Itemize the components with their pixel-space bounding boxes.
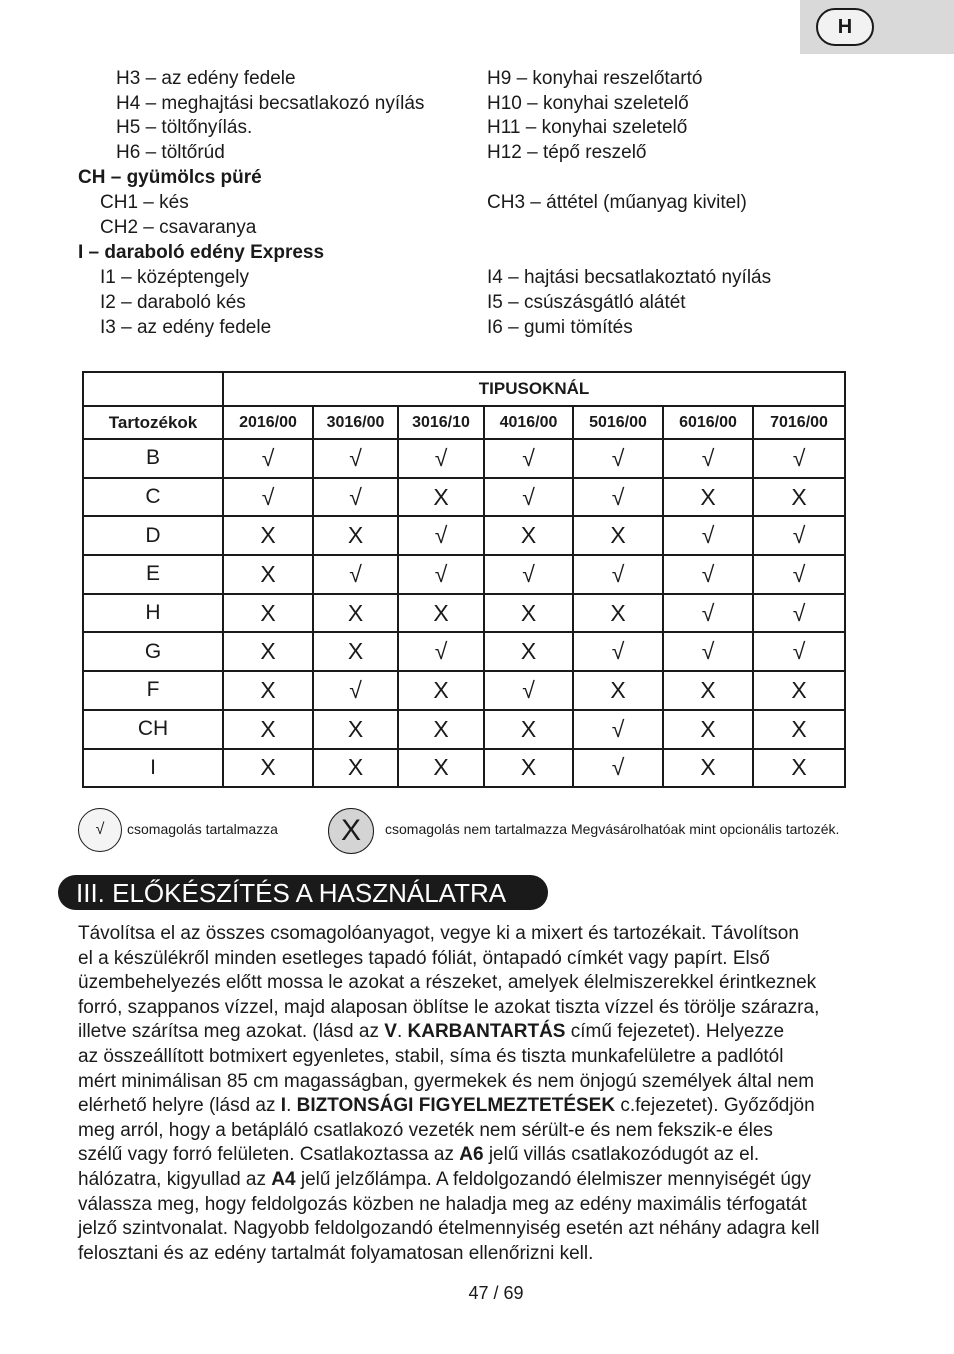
not-included-mark: X bbox=[753, 671, 845, 710]
not-included-mark: X bbox=[313, 749, 398, 788]
paragraph-line bbox=[78, 947, 888, 972]
part-item: CH2 – csavaranya bbox=[100, 217, 257, 238]
text-run: szélű vagy forró felületen. Csatlakoztassa az bbox=[78, 1144, 460, 1166]
included-mark: √ bbox=[398, 555, 484, 594]
accessory-label: E bbox=[83, 555, 223, 594]
not-included-mark: X bbox=[223, 594, 313, 633]
included-mark: √ bbox=[663, 594, 753, 633]
text-run: jelű villás csatlakozódugót az el. bbox=[483, 1144, 760, 1166]
included-mark: √ bbox=[663, 632, 753, 671]
text-run: az összeállított botmixert egyenletes, stabil, síma és tiszta munkafelületre a padlótól bbox=[78, 1045, 784, 1067]
text-run: válassza meg, hogy feldolgozás közben ne haladja meg az edény maximális térfogatát bbox=[78, 1193, 807, 1215]
bold-text: V bbox=[384, 1021, 397, 1043]
not-included-mark: X bbox=[484, 632, 573, 671]
text-run: elérhető helyre (lásd az bbox=[78, 1095, 281, 1117]
check-legend-icon: √ bbox=[78, 808, 122, 852]
included-mark: √ bbox=[313, 671, 398, 710]
part-item: CH3 – áttétel (műanyag kivitel) bbox=[487, 192, 747, 213]
ch-heading: CH – gyümölcs püré bbox=[78, 167, 262, 188]
text-run: mért minimálisan 85 cm magasságban, gyermekek és nem önjogú személyek által nem bbox=[78, 1070, 815, 1092]
language-tab bbox=[800, 0, 954, 54]
not-included-mark: X bbox=[484, 710, 573, 749]
included-mark: √ bbox=[484, 439, 573, 478]
not-included-mark: X bbox=[223, 749, 313, 788]
included-mark: √ bbox=[573, 749, 663, 788]
included-mark: √ bbox=[753, 439, 845, 478]
accessory-label: F bbox=[83, 671, 223, 710]
accessory-label: C bbox=[83, 478, 223, 517]
not-included-mark: X bbox=[663, 478, 753, 517]
paragraph-line bbox=[78, 1143, 888, 1168]
not-included-mark: X bbox=[573, 594, 663, 633]
not-included-mark: X bbox=[398, 671, 484, 710]
accessory-label: D bbox=[83, 516, 223, 555]
paragraph-line bbox=[78, 1020, 888, 1045]
included-mark: √ bbox=[573, 632, 663, 671]
part-item: I2 – daraboló kés bbox=[100, 292, 246, 313]
included-mark: √ bbox=[573, 439, 663, 478]
model-header: 6016/00 bbox=[663, 406, 753, 439]
included-mark: √ bbox=[313, 478, 398, 517]
text-run: jelző szintvonalat. Nagyobb feldolgozandó ételmennyiség esetén azt néhány adagra kell bbox=[78, 1218, 820, 1240]
included-mark: √ bbox=[753, 594, 845, 633]
part-item: I6 – gumi tömítés bbox=[487, 317, 633, 338]
part-item: H11 – konyhai szeletelő bbox=[487, 117, 688, 138]
group-header: TIPUSOKNÁL bbox=[223, 372, 845, 406]
included-mark: √ bbox=[573, 478, 663, 517]
table-row bbox=[83, 439, 845, 478]
page-number: 47 / 69 bbox=[468, 1283, 524, 1303]
table-row bbox=[83, 671, 845, 710]
included-mark: √ bbox=[398, 516, 484, 555]
not-included-mark: X bbox=[313, 710, 398, 749]
text-run: című fejezetet). Helyezze bbox=[565, 1021, 785, 1043]
table-row bbox=[83, 594, 845, 633]
paragraph-line bbox=[78, 1242, 888, 1267]
legend bbox=[0, 806, 954, 856]
not-included-mark: X bbox=[313, 632, 398, 671]
paragraph-line bbox=[78, 996, 888, 1021]
included-mark: √ bbox=[398, 439, 484, 478]
text-run: . bbox=[396, 1021, 408, 1043]
text-run: forró, szappanos vízzel, majd alaposan öblítse le azokat tiszta vízzel és törölje szárazra, bbox=[78, 996, 820, 1018]
bold-text: BIZTONSÁGI FIGYELMEZTETÉSEK bbox=[296, 1095, 616, 1117]
table-row bbox=[83, 710, 845, 749]
not-included-mark: X bbox=[223, 555, 313, 594]
not-included-mark: X bbox=[313, 516, 398, 555]
model-header: 3016/00 bbox=[313, 406, 398, 439]
model-header: 5016/00 bbox=[573, 406, 663, 439]
paragraph-line bbox=[78, 1045, 888, 1070]
not-included-mark: X bbox=[398, 594, 484, 633]
not-included-mark: X bbox=[223, 671, 313, 710]
included-mark: √ bbox=[573, 555, 663, 594]
included-mark: √ bbox=[663, 555, 753, 594]
included-mark: √ bbox=[753, 516, 845, 555]
text-run: c.fejezetet). Győződjön bbox=[615, 1095, 815, 1117]
included-mark: √ bbox=[753, 555, 845, 594]
paragraph-line bbox=[78, 971, 888, 996]
part-item: H10 – konyhai szeletelő bbox=[487, 93, 689, 114]
not-included-mark: X bbox=[484, 594, 573, 633]
table-row bbox=[83, 749, 845, 788]
x-legend-text: csomagolás nem tartalmazza Megvásárolhatóak mint opcionális tartozék. bbox=[385, 821, 840, 837]
x-legend-icon: X bbox=[328, 808, 374, 854]
table-row bbox=[83, 516, 845, 555]
part-item: H5 – töltőnyílás. bbox=[116, 117, 253, 138]
table-row bbox=[83, 555, 845, 594]
not-included-mark: X bbox=[753, 710, 845, 749]
text-run: üzembehelyezés előtt mossa le azokat a részeket, amelyek élelmiszerekkel érintkeznek bbox=[78, 972, 817, 994]
bold-text: I bbox=[280, 1095, 287, 1117]
text-run: Távolítsa el az összes csomagolóanyagot, vegye ki a mixert és tartozékait. Távolítson bbox=[78, 923, 799, 944]
text-run: jelű jelzőlámpa. A feldolgozandó élelmiszer mennyiségét úgy bbox=[295, 1168, 811, 1190]
part-item: H4 – meghajtási becsatlakozó nyílás bbox=[116, 93, 425, 114]
language-badge: H bbox=[816, 8, 874, 46]
not-included-mark: X bbox=[663, 710, 753, 749]
table-corner-cell bbox=[83, 372, 223, 406]
not-included-mark: X bbox=[753, 478, 845, 517]
part-item: I3 – az edény fedele bbox=[100, 317, 272, 338]
text-run: el a készülékről minden esetleges tapadó fóliát, öntapadó címkét vagy papírt. Első bbox=[78, 947, 770, 969]
accessories-table bbox=[82, 371, 846, 788]
body-paragraph bbox=[78, 922, 888, 1266]
paragraph-line bbox=[78, 1094, 888, 1119]
included-mark: √ bbox=[223, 478, 313, 517]
text-run: illetve szárítsa meg azokat. (lásd az bbox=[78, 1021, 385, 1043]
text-run: felosztani és az edény tartalmát folyamatosan ellenőrizni kell. bbox=[78, 1242, 594, 1264]
included-mark: √ bbox=[484, 555, 573, 594]
part-item: CH1 – kés bbox=[100, 192, 189, 213]
not-included-mark: X bbox=[398, 749, 484, 788]
included-mark: √ bbox=[313, 555, 398, 594]
included-mark: √ bbox=[663, 439, 753, 478]
included-mark: √ bbox=[663, 516, 753, 555]
bold-text: A4 bbox=[271, 1168, 296, 1190]
not-included-mark: X bbox=[223, 632, 313, 671]
part-item: H6 – töltőrúd bbox=[116, 142, 225, 163]
part-item: H12 – tépő reszelő bbox=[487, 142, 647, 163]
not-included-mark: X bbox=[753, 749, 845, 788]
not-included-mark: X bbox=[484, 516, 573, 555]
included-mark: √ bbox=[484, 671, 573, 710]
not-included-mark: X bbox=[663, 749, 753, 788]
i-heading: I – daraboló edény Express bbox=[78, 242, 325, 263]
included-mark: √ bbox=[753, 632, 845, 671]
check-legend-text: csomagolás tartalmazza bbox=[127, 821, 278, 837]
not-included-mark: X bbox=[398, 710, 484, 749]
not-included-mark: X bbox=[223, 710, 313, 749]
paragraph-line bbox=[78, 1217, 888, 1242]
model-header: 4016/00 bbox=[484, 406, 573, 439]
part-item: H9 – konyhai reszelőtartó bbox=[487, 68, 703, 89]
paragraph-line bbox=[78, 1070, 888, 1095]
included-mark: √ bbox=[398, 632, 484, 671]
not-included-mark: X bbox=[573, 516, 663, 555]
not-included-mark: X bbox=[573, 671, 663, 710]
accessory-label: I bbox=[83, 749, 223, 788]
not-included-mark: X bbox=[223, 516, 313, 555]
part-item: I4 – hajtási becsatlakoztató nyílás bbox=[487, 267, 772, 288]
included-mark: √ bbox=[223, 439, 313, 478]
accessory-label: B bbox=[83, 439, 223, 478]
row-header: Tartozékok bbox=[83, 406, 223, 439]
accessory-label: CH bbox=[83, 710, 223, 749]
part-item: I1 – középtengely bbox=[100, 267, 249, 288]
text-run: hálózatra, kigyullad az bbox=[78, 1168, 272, 1190]
table-row bbox=[83, 478, 845, 517]
not-included-mark: X bbox=[484, 749, 573, 788]
part-item: I5 – csúszásgátló alátét bbox=[487, 292, 686, 313]
not-included-mark: X bbox=[313, 594, 398, 633]
bold-text: A6 bbox=[459, 1144, 484, 1166]
paragraph-line bbox=[78, 922, 888, 947]
text-run: meg arról, hogy a betápláló csatlakozó vezeték nem sérült-e és nem fekszik-e éles bbox=[78, 1119, 773, 1141]
text-run: . bbox=[286, 1095, 297, 1117]
model-header: 3016/10 bbox=[398, 406, 484, 439]
model-header: 2016/00 bbox=[223, 406, 313, 439]
paragraph-line bbox=[78, 1119, 888, 1144]
paragraph-line bbox=[78, 1168, 888, 1193]
bold-text: KARBANTARTÁS bbox=[407, 1021, 566, 1043]
paragraph-line bbox=[78, 1193, 888, 1218]
accessory-label: H bbox=[83, 594, 223, 633]
not-included-mark: X bbox=[398, 478, 484, 517]
accessory-label: G bbox=[83, 632, 223, 671]
part-item: H3 – az edény fedele bbox=[116, 68, 296, 89]
not-included-mark: X bbox=[663, 671, 753, 710]
included-mark: √ bbox=[573, 710, 663, 749]
section-title: III. ELŐKÉSZÍTÉS A HASZNÁLATRA bbox=[58, 875, 548, 910]
model-header: 7016/00 bbox=[753, 406, 845, 439]
table-row bbox=[83, 632, 845, 671]
included-mark: √ bbox=[484, 478, 573, 517]
included-mark: √ bbox=[313, 439, 398, 478]
